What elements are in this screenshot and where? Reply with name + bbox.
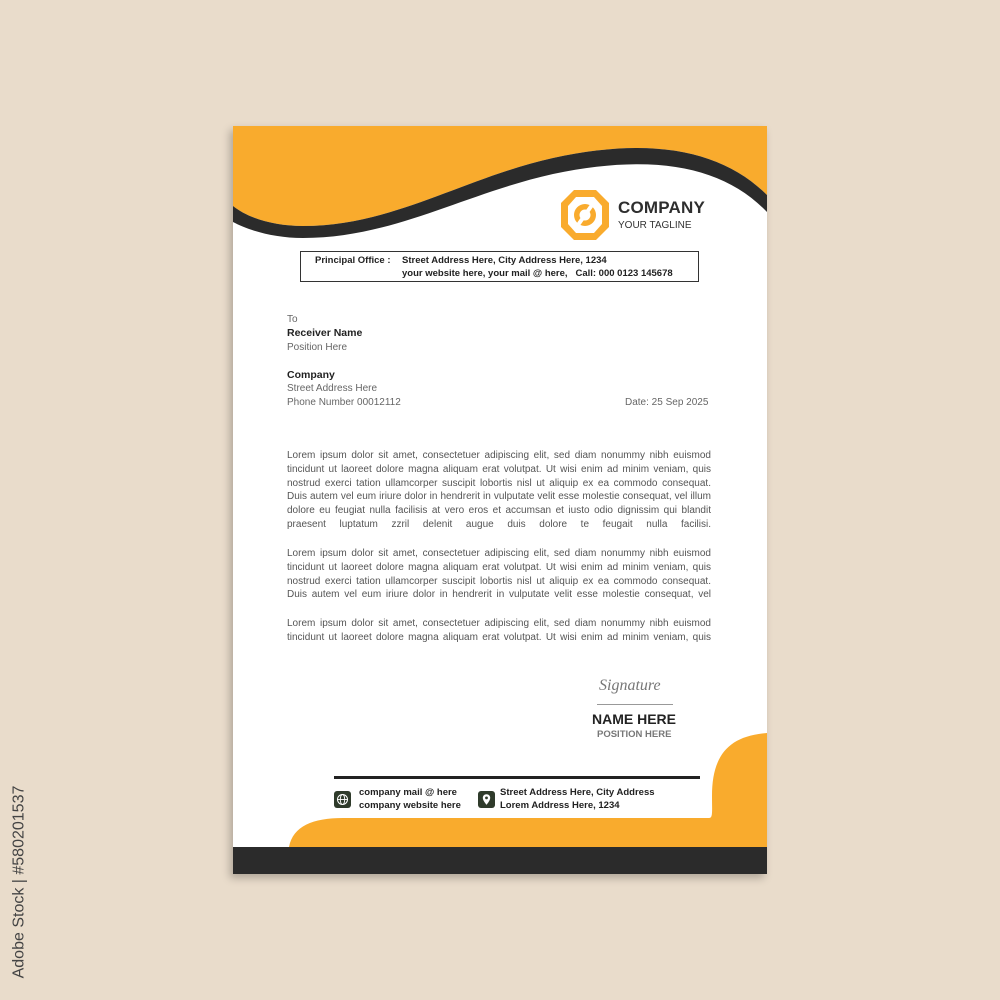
signature-script: Signature xyxy=(599,677,661,694)
body-paragraph-2: Lorem ipsum dolor sit amet, consectetuer adipiscing elit, sed diam nonummy nibh euismod tincidunt ut laoreet dolore magna aliquam erat volutpat. Ut wisi enim ad minim veniam, quis nostrud exerci tation ullamcorper suscipit lobortis nisl ut aliquip ex ea commodo consequat. Duis autem vel eum iriure dolor in hendrerit in vulputate velit esse molestie consequat, vel xyxy=(287,548,711,601)
company-name: COMPANY xyxy=(618,198,706,217)
footer-mail: company mail @ here xyxy=(359,787,457,798)
globe-icon xyxy=(334,791,351,808)
letterhead-page xyxy=(233,126,767,874)
footer-divider xyxy=(334,776,700,779)
stock-id-text: Adobe Stock | #580201537 xyxy=(10,785,28,979)
footer-address-line2: Lorem Address Here, 1234 xyxy=(500,800,620,811)
office-contact: your website here, your mail @ here, Call: 000 0123 145678 xyxy=(402,268,673,279)
receiver-position: Position Here xyxy=(287,342,348,353)
body-paragraph-3: Lorem ipsum dolor sit amet, consectetuer adipiscing elit, sed diam nonummy nibh euismod tincidunt ut laoreet dolore magna aliquam erat volutpat. Ut wisi enim ad minim veniam, quis xyxy=(287,618,711,643)
company-tagline: YOUR TAGLINE xyxy=(618,220,692,231)
footer-dark-band xyxy=(233,847,767,874)
office-label: Principal Office : xyxy=(315,255,391,266)
receiver-address: Street Address Here xyxy=(287,383,378,394)
location-pin-icon xyxy=(478,791,495,808)
signature-line xyxy=(597,704,673,705)
letter-date: Date: 25 Sep 2025 xyxy=(625,397,709,408)
office-address: Street Address Here, City Address Here, 1234 xyxy=(402,255,607,266)
stock-id-watermark xyxy=(2,764,36,1000)
footer-website: company website here xyxy=(359,800,461,811)
to-label: To xyxy=(287,314,298,325)
body-paragraph-1: Lorem ipsum dolor sit amet, consectetuer adipiscing elit, sed diam nonummy nibh euismod tincidunt ut laoreet dolore magna aliquam erat volutpat. Ut wisi enim ad minim veniam, quis nostrud exerci tation ullamcorper suscipit lobortis nisl ut aliquip ex ea commodo consequat. Duis autem vel eum iriure dolor in hendrerit in vulputate velit esse molestie consequat, vel illum dolore eu feugiat nulla facilisis at vero eros et accumsan et iusto odio dignissim qui blandit praesent luptatum zzril delenit augue duis dolore te feugait nulla facilisi. xyxy=(287,450,711,530)
octagon-logo-icon xyxy=(559,188,611,242)
footer-address-line1: Street Address Here, City Address xyxy=(500,787,655,798)
signer-name: NAME HERE xyxy=(592,711,677,727)
receiver-company: Company xyxy=(287,369,335,381)
receiver-phone: Phone Number 00012112 xyxy=(287,397,401,408)
signer-position: POSITION HERE xyxy=(597,729,672,740)
principal-office-box xyxy=(300,251,699,282)
receiver-name: Receiver Name xyxy=(287,327,363,339)
